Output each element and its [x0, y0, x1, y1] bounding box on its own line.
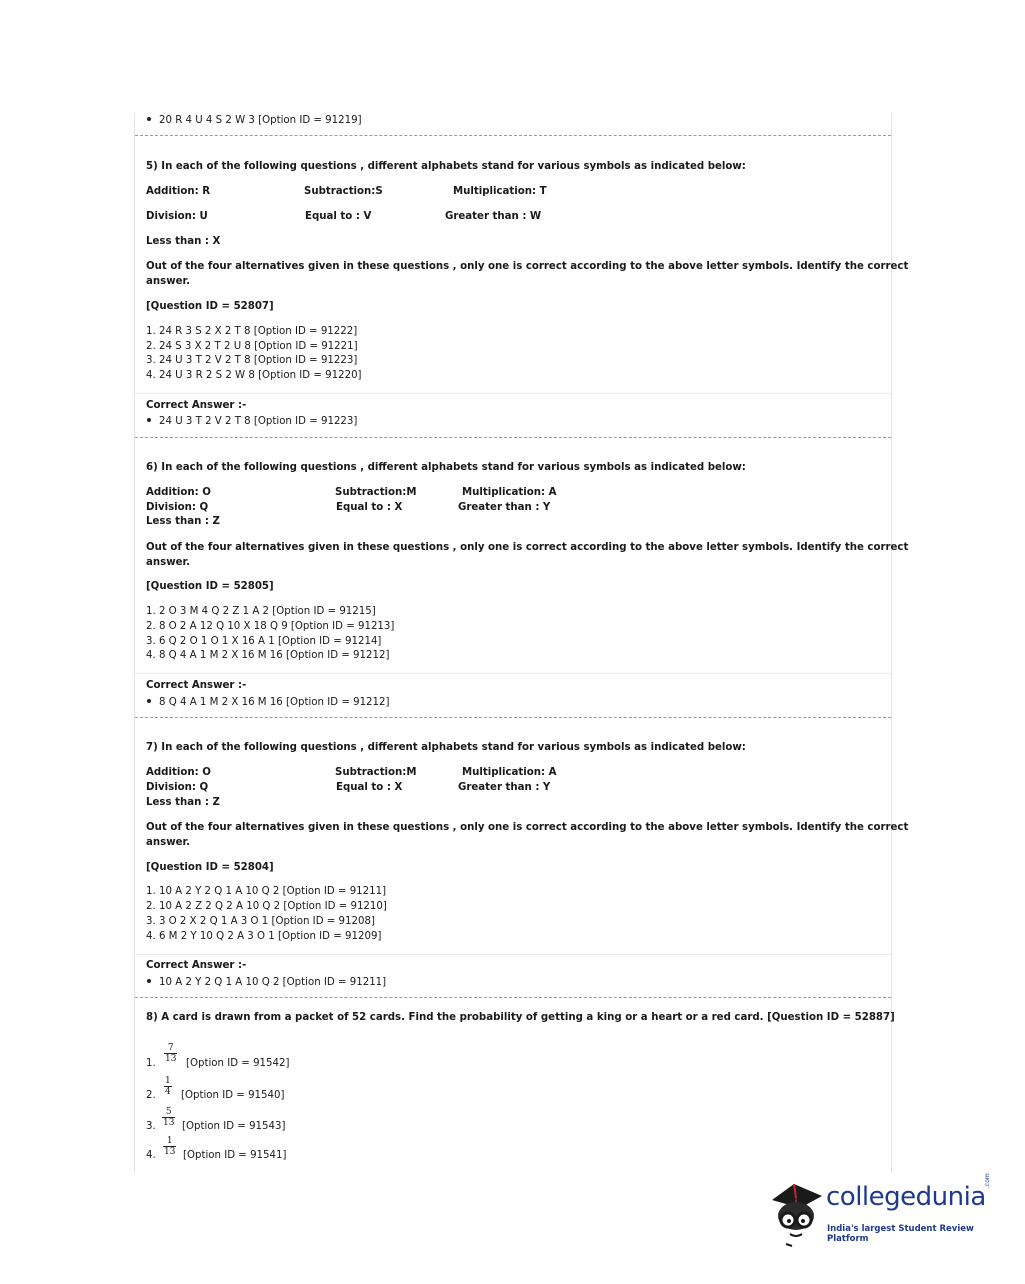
- q8-option-2-id: [Option ID = 91540]: [181, 1090, 285, 1101]
- q5-instruction-cont: answer.: [146, 276, 190, 287]
- q7-division: Division: Q: [146, 782, 209, 793]
- divider: [135, 437, 891, 438]
- q6-multiplication: Multiplication: A: [462, 487, 557, 498]
- q6-addition: Addition: O: [146, 487, 211, 498]
- q7-question-id: [Question ID = 52804]: [146, 862, 274, 873]
- q6-less: Less than : Z: [146, 516, 220, 527]
- q8-option-1-fraction: $\frac{7}{13}$: [165, 1043, 177, 1064]
- q5-question-id: [Question ID = 52807]: [146, 301, 274, 312]
- divider: [135, 997, 891, 998]
- q5-equal: Equal to : V: [305, 211, 372, 222]
- q7-greater: Greater than : Y: [458, 782, 551, 793]
- divider: [135, 717, 891, 718]
- q7-instruction: Out of the four alternatives given in these questions , only one is correct according to the above letter symbols. Identify the correct: [146, 822, 909, 833]
- q5-division: Division: U: [146, 211, 208, 222]
- question-5-title: 5) In each of the following questions , different alphabets stand for various symbols as indicated below:: [146, 161, 746, 172]
- collegedunia-logo: [766, 1173, 996, 1248]
- q6-equal: Equal to : X: [336, 502, 403, 513]
- bullet-icon: [147, 699, 151, 703]
- q5-option-1: 1. 24 R 3 S 2 X 2 T 8 [Option ID = 91222]: [146, 326, 358, 337]
- page-frame-left: [134, 113, 135, 1173]
- q5-option-3: 3. 24 U 3 T 2 V 2 T 8 [Option ID = 91223]: [146, 355, 358, 366]
- bullet-icon: [147, 117, 151, 121]
- q8-option-4-number: 4.: [146, 1150, 156, 1161]
- q5-multiplication: Multiplication: T: [453, 186, 547, 197]
- q7-option-3: 3. 3 O 2 X 2 Q 1 A 3 O 1 [Option ID = 91208]: [146, 916, 375, 927]
- q5-greater: Greater than : W: [445, 211, 542, 222]
- q6-option-3: 3. 6 Q 2 O 1 O 1 X 16 A 1 [Option ID = 91214]: [146, 636, 382, 647]
- q6-correct-answer: 8 Q 4 A 1 M 2 X 16 M 16 [Option ID = 91212]: [147, 697, 389, 708]
- separator: [135, 673, 891, 674]
- q6-greater: Greater than : Y: [458, 502, 551, 513]
- q8-option-1-id: [Option ID = 91542]: [186, 1058, 290, 1069]
- q7-equal: Equal to : X: [336, 782, 403, 793]
- divider: [135, 135, 891, 136]
- q5-option-4: 4. 24 U 3 R 2 S 2 W 8 [Option ID = 91220]: [146, 370, 362, 381]
- q8-option-4-id: [Option ID = 91541]: [183, 1150, 287, 1161]
- q6-subtraction: Subtraction:M: [335, 487, 417, 498]
- q7-instruction-cont: answer.: [146, 837, 190, 848]
- q8-option-2-number: 2.: [146, 1090, 156, 1101]
- previous-answer: 20 R 4 U 4 S 2 W 3 [Option ID = 91219]: [147, 115, 362, 126]
- q6-instruction: Out of the four alternatives given in these questions , only one is correct according to the above letter symbols. Identify the correct: [146, 542, 909, 553]
- q7-multiplication: Multiplication: A: [462, 767, 557, 778]
- q5-instruction: Out of the four alternatives given in these questions , only one is correct according to the above letter symbols. Identify the correct: [146, 261, 909, 272]
- q5-addition: Addition: R: [146, 186, 211, 197]
- q7-correct-answer: 10 A 2 Y 2 Q 1 A 10 Q 2 [Option ID = 91211]: [147, 977, 386, 988]
- q8-option-3-fraction: $\frac{5}{13}$: [163, 1107, 175, 1128]
- q6-option-1: 1. 2 O 3 M 4 Q 2 Z 1 A 2 [Option ID = 91215]: [146, 606, 376, 617]
- q8-option-3-number: 3.: [146, 1121, 156, 1132]
- bullet-icon: [147, 979, 151, 983]
- q7-subtraction: Subtraction:M: [335, 767, 417, 778]
- q6-division: Division: Q: [146, 502, 209, 513]
- q6-instruction-cont: answer.: [146, 557, 190, 568]
- q6-question-id: [Question ID = 52805]: [146, 581, 274, 592]
- q7-less: Less than : Z: [146, 797, 220, 808]
- q8-option-1-number: 1.: [146, 1058, 156, 1069]
- q7-option-1: 1. 10 A 2 Y 2 Q 1 A 10 Q 2 [Option ID = 91211]: [146, 886, 387, 897]
- q7-addition: Addition: O: [146, 767, 211, 778]
- separator: [135, 954, 891, 955]
- question-7-title: 7) In each of the following questions , different alphabets stand for various symbols as indicated below:: [146, 742, 746, 753]
- q5-less: Less than : X: [146, 236, 221, 247]
- q8-option-2-fraction: $\frac{1}{4}$: [165, 1076, 171, 1097]
- q5-correct-answer: 24 U 3 T 2 V 2 T 8 [Option ID = 91223]: [147, 416, 357, 427]
- q7-option-2: 2. 10 A 2 Z 2 Q 2 A 10 Q 2 [Option ID = 91210]: [146, 901, 387, 912]
- q6-option-2: 2. 8 O 2 A 12 Q 10 X 18 Q 9 [Option ID = 91213]: [146, 621, 395, 632]
- separator: [135, 393, 891, 394]
- logo-tagline: India's largest Student Review Platform: [827, 1224, 974, 1244]
- q6-option-4: 4. 8 Q 4 A 1 M 2 X 16 M 16 [Option ID = 91212]: [146, 650, 390, 661]
- mascot-icon: [766, 1178, 828, 1248]
- q8-option-4-fraction: $\frac{1}{13}$: [164, 1136, 176, 1157]
- bullet-icon: [147, 418, 151, 422]
- q5-correct-answer-label: Correct Answer :-: [146, 400, 247, 411]
- q5-subtraction: Subtraction:S: [304, 186, 383, 197]
- q6-correct-answer-label: Correct Answer :-: [146, 680, 247, 691]
- q7-option-4: 4. 6 M 2 Y 10 Q 2 A 3 O 1 [Option ID = 91209]: [146, 931, 382, 942]
- q5-option-2: 2. 24 S 3 X 2 T 2 U 8 [Option ID = 91221]: [146, 341, 358, 352]
- q7-correct-answer-label: Correct Answer :-: [146, 960, 247, 971]
- q8-option-3-id: [Option ID = 91543]: [182, 1121, 286, 1132]
- logo-domain: .com: [984, 1173, 991, 1188]
- question-8-title: 8) A card is drawn from a packet of 52 cards. Find the probability of getting a king or a heart or a red card. [Question ID = 52887]: [146, 1012, 895, 1023]
- logo-wordmark: collegedunia: [826, 1182, 986, 1212]
- question-6-title: 6) In each of the following questions , different alphabets stand for various symbols as indicated below:: [146, 462, 746, 473]
